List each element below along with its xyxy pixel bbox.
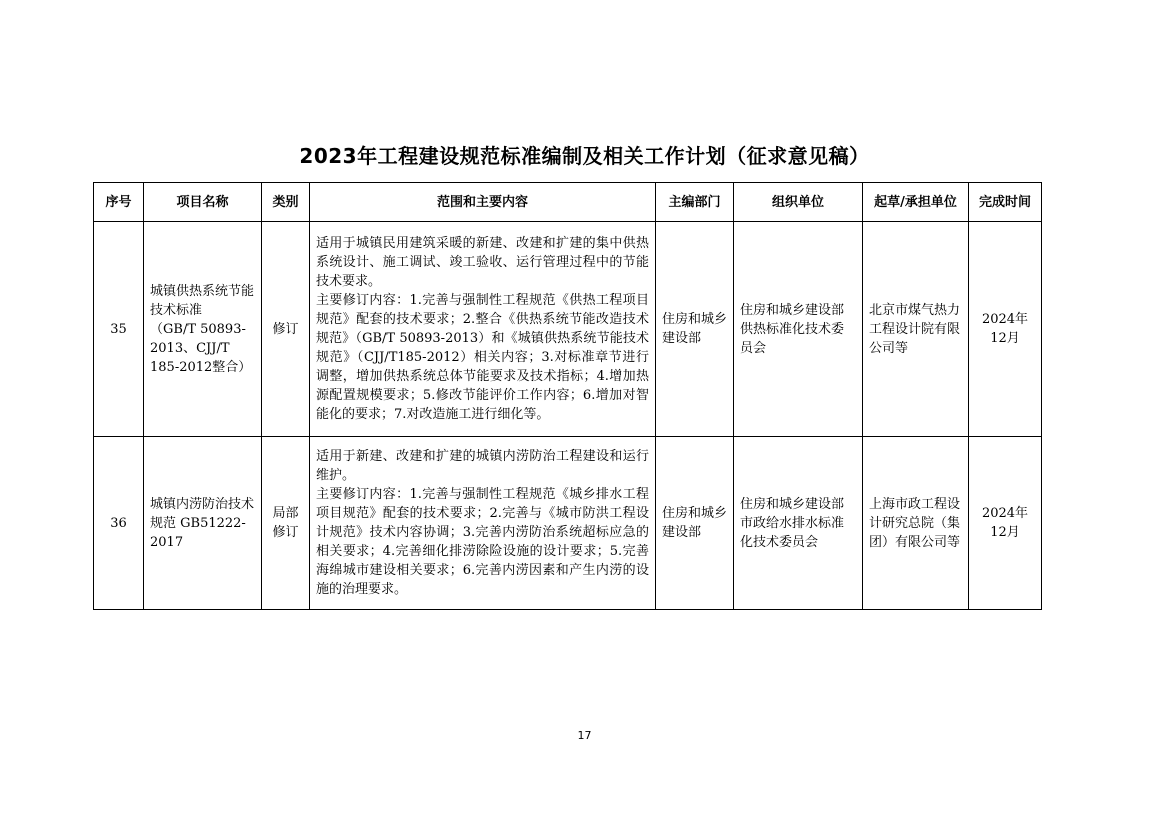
table-header-row (94, 183, 1042, 222)
cell-org: 住房和城乡建设部市政给水排水标准化技术委员会 (734, 437, 863, 610)
cell-name: 城镇供热系统节能技术标准 （GB/T 50893-2013、CJJ/T 185-2012整合） (144, 222, 262, 437)
cell-dept: 住房和城乡建设部 (656, 222, 734, 437)
table-row (94, 222, 1042, 437)
table-row (94, 437, 1042, 610)
cell-org: 住房和城乡建设部供热标准化技术委员会 (734, 222, 863, 437)
header-drafter: 起草/承担单位 (863, 183, 969, 222)
cell-content: 适用于城镇民用建筑采暖的新建、改建和扩建的集中供热系统设计、施工调试、竣工验收、运行管理过程中的节能技术要求。 主要修订内容：1.完善与强制性工程规范《供热工程项目规范》配套的技术要求；2.整合《供热系统节能改造技术规范》（GB/T 50893-2013）和《城镇供热系统节能技术规范》（CJJ/T185-2012）相关内容；3.对标准章节进行调整，增加供热系统总体节能要求及技术指标；4.增加热源配置规模要求；5.修改节能评价工作内容；6.增加对智能化的要求；7.对改造施工进行细化等。 (310, 222, 656, 437)
cell-category: 局部修订 (262, 437, 310, 610)
header-org: 组织单位 (734, 183, 863, 222)
cell-drafter: 上海市政工程设计研究总院（集团）有限公司等 (863, 437, 969, 610)
cell-no: 36 (94, 437, 144, 610)
page-number: 17 (577, 729, 592, 742)
header-name: 项目名称 (144, 183, 262, 222)
cell-name: 城镇内涝防治技术规范 GB51222-2017 (144, 437, 262, 610)
plan-table (93, 182, 1042, 610)
cell-time: 2024年12月 (969, 437, 1042, 610)
header-no: 序号 (94, 183, 144, 222)
document-title: 2023年工程建设规范标准编制及相关工作计划（征求意见稿） (299, 144, 870, 168)
cell-content: 适用于新建、改建和扩建的城镇内涝防治工程建设和运行维护。 主要修订内容：1.完善与强制性工程规范《城乡排水工程项目规范》配套的技术要求；2.完善与《城市防洪工程设计规范》技术内容协调；3.完善内涝防治系统超标应急的相关要求；4.完善细化排涝除险设施的设计要求；5.完善海绵城市建设相关要求；6.完善内涝因素和产生内涝的设施的治理要求。 (310, 437, 656, 610)
cell-dept: 住房和城乡建设部 (656, 437, 734, 610)
header-time: 完成时间 (969, 183, 1042, 222)
header-content: 范围和主要内容 (310, 183, 656, 222)
header-dept: 主编部门 (656, 183, 734, 222)
cell-category: 修订 (262, 222, 310, 437)
header-category: 类别 (262, 183, 310, 222)
cell-no: 35 (94, 222, 144, 437)
cell-time: 2024年12月 (969, 222, 1042, 437)
cell-drafter: 北京市煤气热力工程设计院有限公司等 (863, 222, 969, 437)
